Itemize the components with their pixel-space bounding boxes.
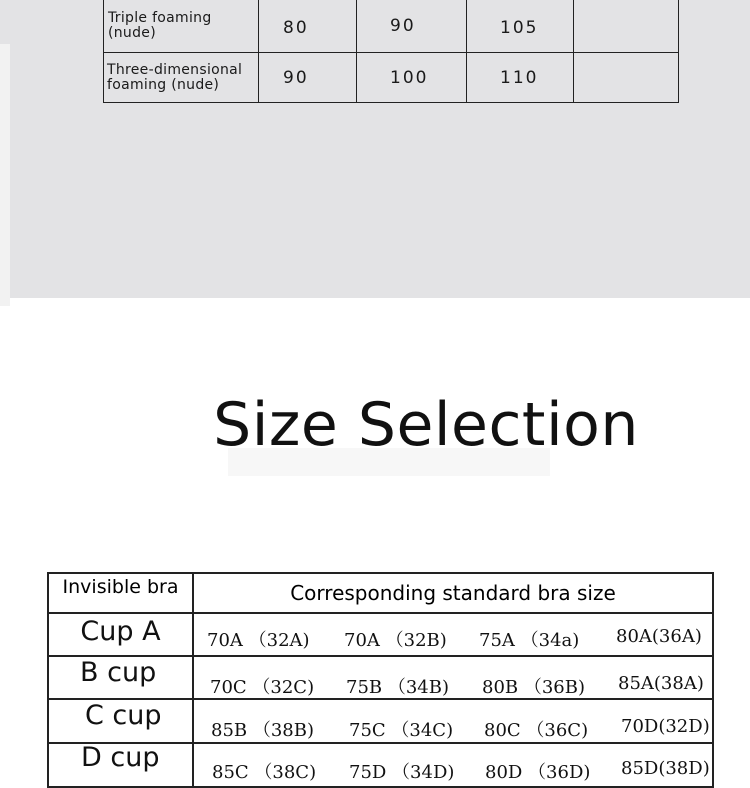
table-header-row [48,573,713,613]
size-chart-table [47,572,714,788]
table-cell: 90 [259,53,357,103]
page-title: Size Selection [213,390,639,460]
table-row [48,613,713,656]
table-row [48,699,713,743]
cup-label: C cup [48,699,193,743]
size-value: 80A(36A) [616,626,702,647]
size-cell [193,656,713,699]
header-invisible-bra: Invisible bra [48,573,193,613]
size-value: 75D （34D) [349,762,455,783]
size-cell [193,699,713,743]
size-value: 85D(38D) [621,758,710,779]
table-row [48,743,713,787]
table-row [104,0,679,53]
cup-label: Cup A [48,613,193,656]
size-value: 75C （34C) [349,720,454,741]
table-cell: 100 [357,53,467,103]
cup-label: D cup [48,743,193,787]
size-value: 70C （32C) [210,677,315,698]
size-value: 85B （38B) [211,720,315,741]
size-value: 70A （32A) [207,630,310,651]
table-cell: 80 [259,0,357,53]
size-value: 85C （38C) [212,762,317,783]
row-label: Triple foaming (nude) [104,0,259,53]
table-cell: 90 [357,0,467,53]
size-value: 80D （36D) [485,762,591,783]
size-value: 80B （36B) [482,677,586,698]
size-value: 75B （34B) [346,677,450,698]
size-value: 80C （36C) [484,720,589,741]
size-cell [193,743,713,787]
foam-thickness-table [103,0,679,103]
table-cell: 105 [467,0,574,53]
size-value: 85A(38A) [618,673,704,694]
table-cell [574,0,679,53]
table-cell: 110 [467,53,574,103]
table-row [48,656,713,699]
row-label: Three-dimensional foaming (nude) [104,53,259,103]
size-value: 70A （32B) [344,630,447,651]
table-row [104,53,679,103]
table-cell [574,53,679,103]
size-value: 75A （34a) [479,630,580,651]
size-value: 70D(32D) [621,716,710,737]
size-cell [193,613,713,656]
header-standard-size: Corresponding standard bra size [193,573,713,613]
cup-label: B cup [48,656,193,699]
panel-edge [0,44,10,306]
